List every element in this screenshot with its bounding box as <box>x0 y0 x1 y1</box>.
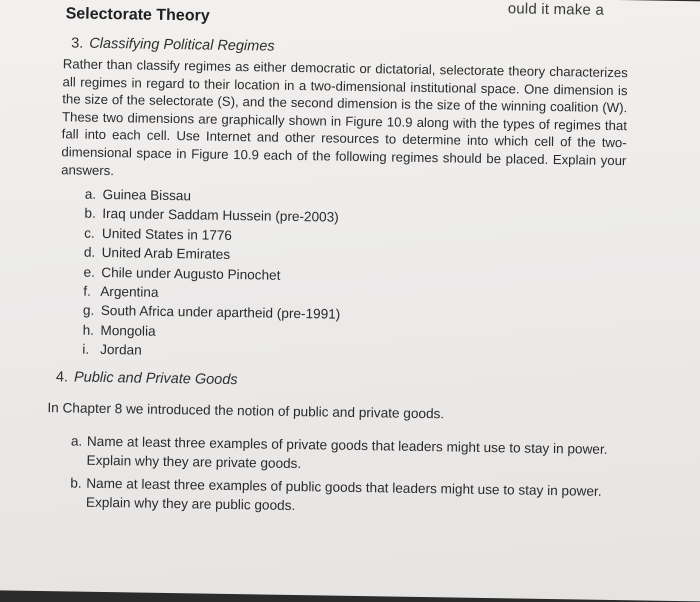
cropped-top-text: ould it make a <box>507 0 605 19</box>
list-item: i. Jordan <box>82 341 142 358</box>
section-4-intro: In Chapter 8 we introduced the notion of public and private goods. <box>47 400 445 422</box>
section-4-number: 4. <box>55 369 69 386</box>
section-4-heading <box>56 369 238 388</box>
list-item: a. Name at least three examples of private goods that leaders might use to stay in power. Explain why they are private goods. <box>70 433 608 472</box>
section-3-heading <box>71 35 275 54</box>
section-3-number: 3. <box>71 35 84 52</box>
regime-list <box>82 185 342 364</box>
list-item: e. Chile under Augusto Pinochet <box>83 264 281 283</box>
list-item: d. United Arab Emirates <box>83 244 231 263</box>
section-3-title: Classifying Political Regimes <box>89 35 275 55</box>
list-item: h. Mongolia <box>82 322 156 339</box>
list-item: g. South Africa under apartheid (pre-1991) <box>82 303 341 323</box>
list-item: c. United States in 1776 <box>84 225 233 243</box>
list-item: f. Argentina <box>83 283 159 300</box>
list-item: a. Guinea Bissau <box>84 186 192 204</box>
section-3-paragraph: Rather than classify regimes as either democratic or dictatorial, selectorate theory characterizes all regimes in regard to their location in a two-dimensional institutional space. One dimension is the size of the selectorate (S), and the second dimension is the size of the winning coalition (W). These two dimensions are graphically shown in Figure 10.9 along with the types of regimes that fall into each cell. Use Internet and other resources to determine into which cell of the two-dimensional space in Figure 10.9 each of the following regimes should be placed. Explain your answers. <box>61 56 628 178</box>
list-item: b. Name at least three examples of public goods that leaders might use to stay in power. Explain why they are public goods. <box>70 475 602 514</box>
section-4-title: Public and Private Goods <box>73 369 238 389</box>
goods-question-list <box>70 431 631 524</box>
list-item: b. Iraq under Saddam Hussein (pre-2003) <box>84 206 339 226</box>
page-title: Selectorate Theory <box>65 5 210 25</box>
